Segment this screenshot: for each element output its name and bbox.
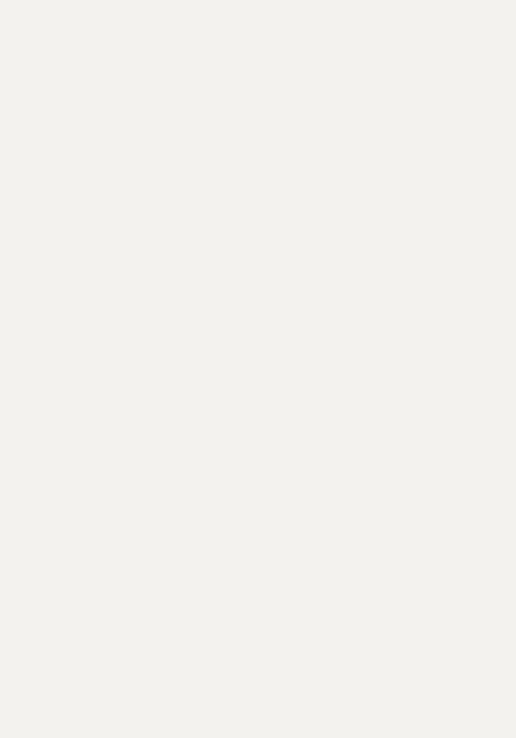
upper-column: [28, 44, 488, 364]
body-text: [28, 44, 488, 702]
lower-column: [28, 382, 488, 702]
